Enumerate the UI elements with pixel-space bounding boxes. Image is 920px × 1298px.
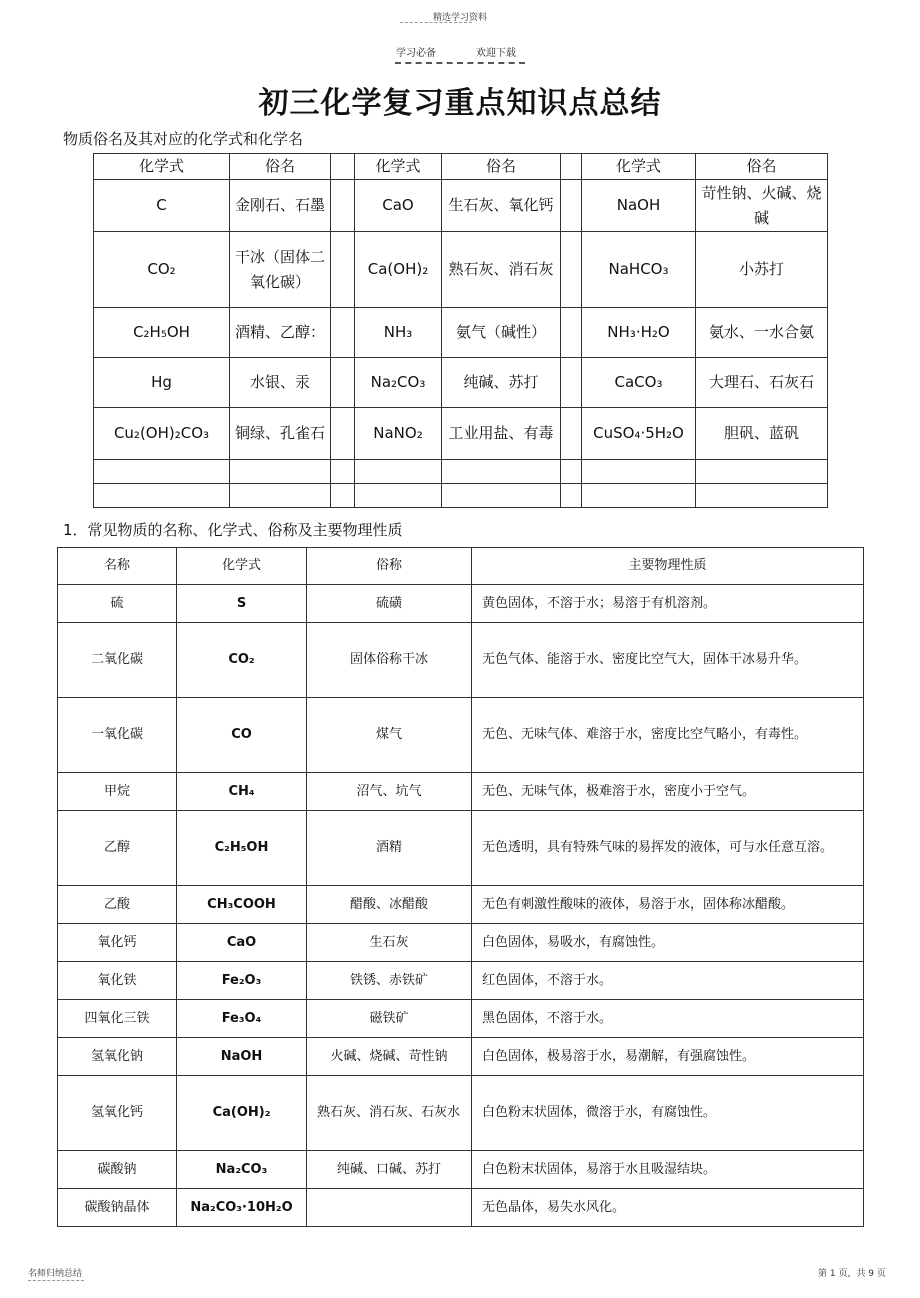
formula-cell: NaHCO₃	[582, 232, 696, 308]
formula-cell: CH₄	[177, 773, 307, 811]
name-cell: 碳酸钠晶体	[58, 1189, 177, 1227]
alias-cell: 纯碱、口碱、苏打	[307, 1151, 472, 1189]
formula-cell	[582, 484, 696, 508]
table-row	[58, 924, 864, 962]
formula-cell: NaOH	[582, 180, 696, 232]
common-name-cell	[442, 460, 561, 484]
table-row	[94, 408, 828, 460]
name-header: 名称	[58, 548, 177, 585]
spacer-cell	[331, 308, 355, 358]
common-name-cell: 胆矾、蓝矾	[696, 408, 828, 460]
page-title: 初三化学复习重点知识点总结	[258, 86, 662, 121]
formula-cell	[355, 460, 442, 484]
divider	[400, 22, 472, 23]
formula-cell	[582, 460, 696, 484]
formula-cell: C₂H₅OH	[177, 811, 307, 886]
page-number: 第 1 页，共 9 页	[818, 1269, 886, 1279]
divider	[395, 62, 525, 64]
properties-cell: 无色晶体，易失水风化。	[472, 1189, 864, 1227]
formula-cell: Na₂CO₃·10H₂O	[177, 1189, 307, 1227]
formula-cell: Na₂CO₃	[177, 1151, 307, 1189]
spacer-cell	[561, 460, 582, 484]
column-header: 俗名	[230, 154, 331, 180]
properties-cell: 白色粉末状固体，易溶于水且吸湿结块。	[472, 1151, 864, 1189]
table-row	[94, 308, 828, 358]
alias-cell: 煤气	[307, 698, 472, 773]
header-left-tag: 学习必备	[396, 48, 436, 59]
spacer-cell	[561, 484, 582, 508]
common-name-cell: 苛性钠、火碱、烧碱	[696, 180, 828, 232]
formula-header: 化学式	[177, 548, 307, 585]
common-name-cell: 生石灰、氧化钙	[442, 180, 561, 232]
formula-cell	[94, 484, 230, 508]
common-name-cell	[230, 484, 331, 508]
table-row	[94, 358, 828, 408]
common-name-cell: 熟石灰、消石灰	[442, 232, 561, 308]
alias-header: 俗称	[307, 548, 472, 585]
table-row	[58, 1076, 864, 1151]
formula-cell: CO₂	[177, 623, 307, 698]
table-row	[58, 811, 864, 886]
section1-heading: 物质俗名及其对应的化学式和化学名	[63, 130, 304, 148]
name-cell: 乙醇	[58, 811, 177, 886]
common-names-table	[93, 153, 828, 508]
formula-cell: Cu₂(OH)₂CO₃	[94, 408, 230, 460]
table-row	[58, 585, 864, 623]
table-row	[58, 1151, 864, 1189]
common-name-cell: 氨气（碱性）	[442, 308, 561, 358]
common-name-cell: 大理石、石灰石	[696, 358, 828, 408]
common-name-cell: 酒精、乙醇：	[230, 308, 331, 358]
table-row	[58, 1038, 864, 1076]
formula-cell: Ca(OH)₂	[355, 232, 442, 308]
formula-cell	[94, 460, 230, 484]
alias-cell: 醋酸、冰醋酸	[307, 886, 472, 924]
formula-cell: NH₃	[355, 308, 442, 358]
formula-cell	[355, 484, 442, 508]
table-row	[94, 232, 828, 308]
name-cell: 氧化钙	[58, 924, 177, 962]
properties-cell: 黄色固体，不溶于水；易溶于有机溶剂。	[472, 585, 864, 623]
common-name-cell: 水银、汞	[230, 358, 331, 408]
common-name-cell: 金刚石、石墨	[230, 180, 331, 232]
formula-cell: NH₃·H₂O	[582, 308, 696, 358]
properties-cell: 黑色固体，不溶于水。	[472, 1000, 864, 1038]
properties-cell: 无色透明，具有特殊气味的易挥发的液体，可与水任意互溶。	[472, 811, 864, 886]
name-cell: 氢氧化钠	[58, 1038, 177, 1076]
formula-cell: NaNO₂	[355, 408, 442, 460]
table-row	[58, 1000, 864, 1038]
watermark-top: 精选学习资料	[432, 13, 487, 23]
spacer-cell	[561, 232, 582, 308]
spacer-cell	[331, 408, 355, 460]
properties-cell: 白色固体，易吸水，有腐蚀性。	[472, 924, 864, 962]
common-name-cell: 干冰（固体二氧化碳）	[230, 232, 331, 308]
name-cell: 硫	[58, 585, 177, 623]
properties-cell: 无色有刺激性酸味的液体，易溶于水，固体称冰醋酸。	[472, 886, 864, 924]
table-row	[58, 773, 864, 811]
formula-cell: CO	[177, 698, 307, 773]
common-name-cell	[442, 484, 561, 508]
name-cell: 氧化铁	[58, 962, 177, 1000]
alias-cell: 生石灰	[307, 924, 472, 962]
formula-cell: NaOH	[177, 1038, 307, 1076]
divider	[28, 1280, 84, 1281]
column-header: 俗名	[696, 154, 828, 180]
properties-cell: 红色固体，不溶于水。	[472, 962, 864, 1000]
spacer-cell	[561, 180, 582, 232]
properties-cell: 白色粉末状固体，微溶于水，有腐蚀性。	[472, 1076, 864, 1151]
spacer-header	[331, 154, 355, 180]
name-cell: 四氧化三铁	[58, 1000, 177, 1038]
table-row	[94, 180, 828, 232]
name-cell: 碳酸钠	[58, 1151, 177, 1189]
alias-cell: 火碱、烧碱、苛性钠	[307, 1038, 472, 1076]
formula-cell: CO₂	[94, 232, 230, 308]
common-name-cell: 氨水、一水合氨	[696, 308, 828, 358]
properties-header: 主要物理性质	[472, 548, 864, 585]
spacer-cell	[561, 358, 582, 408]
table-row	[58, 886, 864, 924]
spacer-header	[561, 154, 582, 180]
alias-cell	[307, 1189, 472, 1227]
table-row	[58, 1189, 864, 1227]
formula-cell: Na₂CO₃	[355, 358, 442, 408]
name-cell: 氢氧化钙	[58, 1076, 177, 1151]
spacer-cell	[331, 460, 355, 484]
formula-cell: Fe₂O₃	[177, 962, 307, 1000]
column-header: 化学式	[355, 154, 442, 180]
common-name-cell: 纯碱、苏打	[442, 358, 561, 408]
name-cell: 乙酸	[58, 886, 177, 924]
table-row	[58, 962, 864, 1000]
spacer-cell	[561, 408, 582, 460]
formula-cell: CaCO₃	[582, 358, 696, 408]
spacer-cell	[331, 358, 355, 408]
column-header: 化学式	[94, 154, 230, 180]
spacer-cell	[561, 308, 582, 358]
alias-cell: 铁锈、赤铁矿	[307, 962, 472, 1000]
formula-cell: CuSO₄·5H₂O	[582, 408, 696, 460]
column-header: 化学式	[582, 154, 696, 180]
alias-cell: 磁铁矿	[307, 1000, 472, 1038]
common-name-cell: 铜绿、孔雀石	[230, 408, 331, 460]
header-right-tag: 欢迎下载	[476, 48, 516, 59]
name-cell: 甲烷	[58, 773, 177, 811]
alias-cell: 熟石灰、消石灰、石灰水	[307, 1076, 472, 1151]
common-name-cell: 小苏打	[696, 232, 828, 308]
alias-cell: 沼气、坑气	[307, 773, 472, 811]
section2-heading: 1．常见物质的名称、化学式、俗称及主要物理性质	[63, 521, 403, 539]
properties-cell: 无色气体、能溶于水、密度比空气大，固体干冰易升华。	[472, 623, 864, 698]
alias-cell: 酒精	[307, 811, 472, 886]
table-row	[94, 484, 828, 508]
column-header: 俗名	[442, 154, 561, 180]
properties-cell: 无色、无味气体，极难溶于水，密度小于空气。	[472, 773, 864, 811]
common-name-cell	[696, 484, 828, 508]
formula-cell: CaO	[177, 924, 307, 962]
formula-cell: CaO	[355, 180, 442, 232]
formula-cell: C₂H₅OH	[94, 308, 230, 358]
name-cell: 一氧化碳	[58, 698, 177, 773]
name-cell: 二氧化碳	[58, 623, 177, 698]
formula-cell: Fe₃O₄	[177, 1000, 307, 1038]
properties-cell: 无色、无味气体、难溶于水，密度比空气略小，有毒性。	[472, 698, 864, 773]
table-row	[58, 698, 864, 773]
formula-cell: S	[177, 585, 307, 623]
spacer-cell	[331, 232, 355, 308]
alias-cell: 硫磺	[307, 585, 472, 623]
substance-properties-table	[57, 547, 864, 1227]
common-name-cell: 工业用盐、有毒	[442, 408, 561, 460]
table-row	[94, 460, 828, 484]
formula-cell: CH₃COOH	[177, 886, 307, 924]
formula-cell: Hg	[94, 358, 230, 408]
table-row	[58, 623, 864, 698]
properties-cell: 白色固体，极易溶于水，易潮解，有强腐蚀性。	[472, 1038, 864, 1076]
common-name-cell	[696, 460, 828, 484]
spacer-cell	[331, 484, 355, 508]
formula-cell: Ca(OH)₂	[177, 1076, 307, 1151]
formula-cell: C	[94, 180, 230, 232]
common-name-cell	[230, 460, 331, 484]
spacer-cell	[331, 180, 355, 232]
alias-cell: 固体俗称干冰	[307, 623, 472, 698]
footer-label: 名师归纳总结	[28, 1269, 83, 1279]
